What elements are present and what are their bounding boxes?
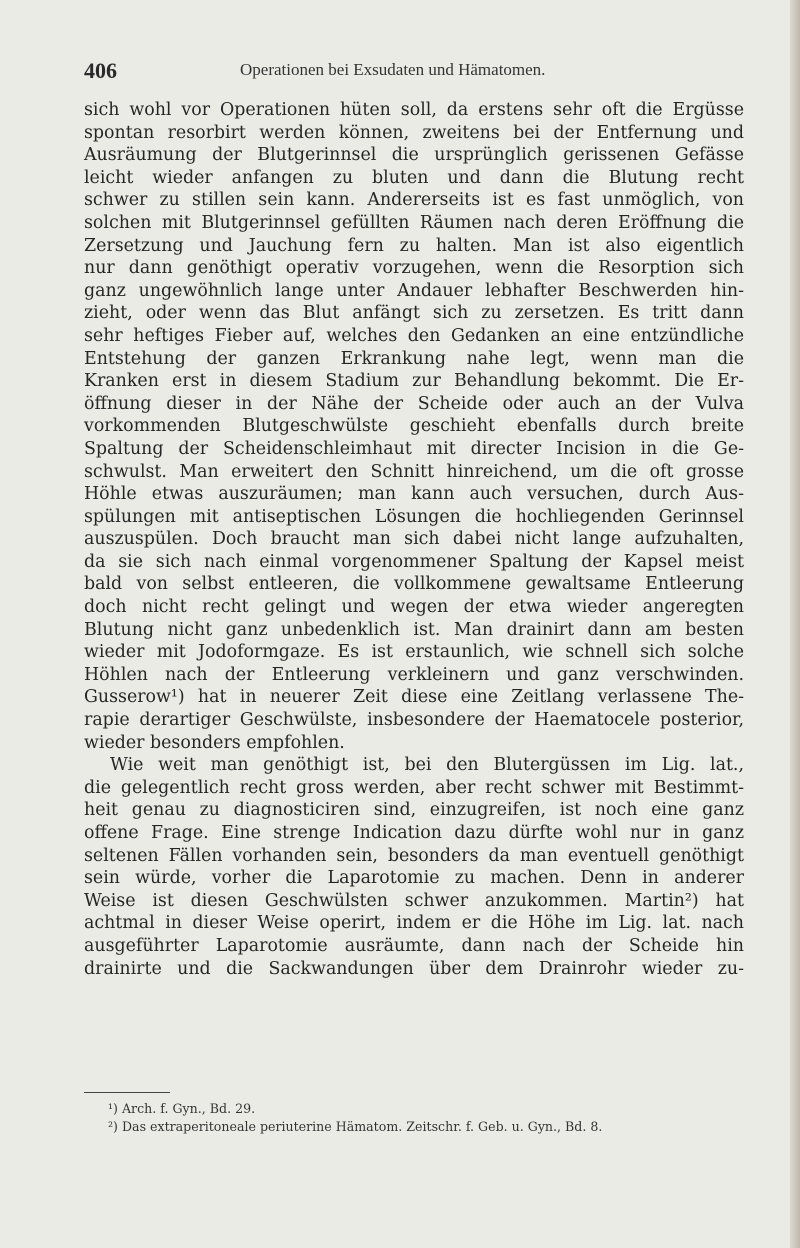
text-line: Blutung nicht ganz unbedenklich ist. Man drainirt dann am besten bbox=[84, 619, 744, 640]
text-line: Entstehung der ganzen Erkrankung nahe legt, wenn man die bbox=[84, 348, 744, 369]
footnote-2: ²) Das extraperitoneale periuterine Hämatom. Zeitschr. f. Geb. u. Gyn., Bd. 8. bbox=[108, 1119, 603, 1134]
text-line: sehr heftiges Fieber auf, welches den Gedanken an eine entzündliche bbox=[84, 325, 744, 346]
text-line: Höhlen nach der Entleerung verkleinern und ganz verschwinden. bbox=[84, 664, 744, 685]
text-line: achtmal in dieser Weise operirt, indem er die Höhe im Lig. lat. nach bbox=[84, 913, 744, 934]
paragraph-start-line: Wie weit man genöthigt ist, bei den Blutergüssen im Lig. lat., bbox=[110, 755, 744, 776]
text-line: spontan resorbirt werden können, zweitens bei der Entfernung und bbox=[84, 122, 744, 143]
text-line: wieder mit Jodoformgaze. Es ist erstaunlich, wie schnell sich solche bbox=[84, 642, 744, 663]
page-edge-shadow bbox=[790, 0, 800, 1248]
text-line: heit genau zu diagnosticiren sind, einzugreifen, ist noch eine ganz bbox=[84, 800, 744, 821]
page-header bbox=[84, 58, 744, 86]
text-line: sich wohl vor Operationen hüten soll, da erstens sehr oft die Ergüsse bbox=[84, 100, 744, 120]
text-line: da sie sich nach einmal vorgenommener Spaltung der Kapsel meist bbox=[84, 551, 744, 572]
text-line: Gusserow¹) hat in neuerer Zeit diese eine Zeitlang verlassene The- bbox=[84, 687, 744, 708]
text-line: die gelegentlich recht gross werden, aber recht schwer mit Bestimmt- bbox=[84, 777, 744, 798]
text-line: Kranken erst in diesem Stadium zur Behandlung bekommt. Die Er- bbox=[84, 371, 744, 392]
text-line: auszuspülen. Doch braucht man sich dabei nicht lange aufzuhalten, bbox=[84, 529, 744, 550]
text-line: Spaltung der Scheidenschleimhaut mit directer Incision in die Ge- bbox=[84, 438, 744, 459]
text-line: seltenen Fällen vorhanden sein, besonders da man eventuell genöthigt bbox=[84, 845, 744, 866]
text-line: rapie derartiger Geschwülste, insbesondere der Haematocele posterior, bbox=[84, 710, 744, 731]
text-line: bald von selbst entleeren, die vollkommene gewaltsame Entleerung bbox=[84, 574, 744, 595]
paragraph-end-line: wieder besonders empfohlen. bbox=[84, 732, 345, 753]
footnotes bbox=[108, 1100, 708, 1136]
text-line: schwulst. Man erweitert den Schnitt hinreichend, um die oft grosse bbox=[84, 461, 744, 482]
page-number: 406 bbox=[84, 58, 117, 83]
text-line: zieht, oder wenn das Blut anfängt sich zu zersetzen. Es tritt dann bbox=[84, 303, 744, 324]
text-line: spülungen mit antiseptischen Lösungen die hochliegenden Gerinnsel bbox=[84, 506, 744, 527]
text-line: öffnung dieser in der Nähe der Scheide oder auch an der Vulva bbox=[84, 393, 744, 414]
body-text bbox=[84, 99, 744, 980]
running-title: Operationen bei Exsudaten und Hämatomen. bbox=[240, 60, 546, 79]
text-line: Zersetzung und Jauchung fern zu halten. Man ist also eigentlich bbox=[84, 235, 744, 256]
text-line: Ausräumung der Blutgerinnsel die ursprünglich gerissenen Gefässe bbox=[84, 145, 744, 166]
text-line: nur dann genöthigt operativ vorzugehen, wenn die Resorption sich bbox=[84, 258, 744, 279]
footnote-rule bbox=[84, 1092, 170, 1093]
text-line: offene Frage. Eine strenge Indication dazu dürfte wohl nur in ganz bbox=[84, 823, 744, 843]
text-line: ausgeführter Laparotomie ausräumte, dann nach der Scheide hin bbox=[84, 935, 744, 956]
text-line: schwer zu stillen sein kann. Andererseits ist es fast unmöglich, von bbox=[84, 190, 744, 211]
text-line: Höhle etwas auszuräumen; man kann auch versuchen, durch Aus- bbox=[84, 484, 744, 505]
text-line: leicht wieder anfangen zu bluten und dann die Blutung recht bbox=[84, 167, 744, 188]
text-line: vorkommenden Blutgeschwülste geschieht ebenfalls durch breite bbox=[84, 416, 744, 437]
text-line: drainirte und die Sackwandungen über dem Drainrohr wieder zu- bbox=[84, 958, 744, 979]
text-line: sein würde, vorher die Laparotomie zu machen. Denn in anderer bbox=[84, 868, 744, 889]
footnote-1: ¹) Arch. f. Gyn., Bd. 29. bbox=[108, 1101, 256, 1116]
text-line: solchen mit Blutgerinnsel gefüllten Räumen nach deren Eröffnung die bbox=[84, 212, 744, 233]
text-line: Weise ist diesen Geschwülsten schwer anzukommen. Martin²) hat bbox=[84, 890, 744, 911]
text-line: doch nicht recht gelingt und wegen der etwa wieder angeregten bbox=[84, 597, 744, 618]
text-line: ganz ungewöhnlich lange unter Andauer lebhafter Beschwerden hin- bbox=[84, 280, 744, 301]
